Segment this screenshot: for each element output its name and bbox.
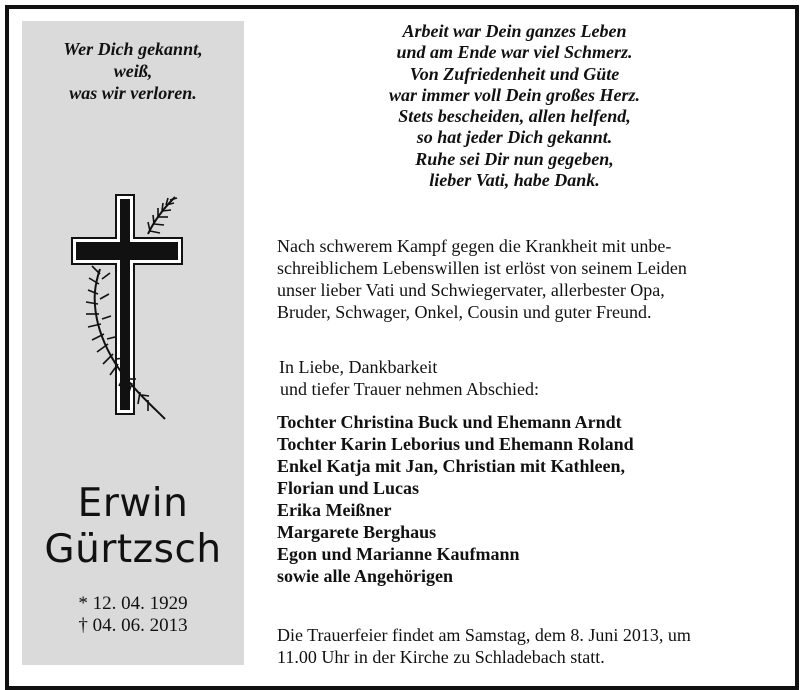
mourner-entry: Erika Meißner xyxy=(277,500,392,520)
poem xyxy=(262,21,767,191)
mourner-entry: Tochter Christina Buck und Ehemann Arndt xyxy=(277,412,622,432)
mourner-entry: Margarete Berghaus xyxy=(277,522,437,542)
mourners-list xyxy=(277,411,757,587)
announcement-text xyxy=(277,235,772,323)
poem-line: Von Zufriedenheit und Güte xyxy=(409,63,620,84)
farewell-text xyxy=(279,356,679,400)
funeral-service-info xyxy=(277,624,772,668)
service-line: Die Trauerfeier findet am Samstag, dem 8. Juni 2013, um xyxy=(277,625,691,645)
motto-line: weiß, xyxy=(113,61,153,81)
death-date: † 04. 06. 2013 xyxy=(78,615,188,636)
poem-line: war immer voll Dein großes Herz. xyxy=(389,84,640,105)
announcement-line: Nach schwerem Kampf gegen die Krankheit mit unbe- xyxy=(277,236,672,256)
poem-line: lieber Vati, habe Dank. xyxy=(429,170,600,191)
mourner-entry: Enkel Katja mit Jan, Christian mit Kathleen, xyxy=(277,456,626,476)
birth-date: * 12. 04. 1929 xyxy=(78,593,188,614)
deceased-first-name: Erwin xyxy=(77,481,189,526)
mourner-entry: sowie alle Angehörigen xyxy=(277,566,453,586)
deceased-last-name: Gürtzsch xyxy=(44,527,222,572)
mourner-entry: Tochter Karin Leborius und Ehemann Roland xyxy=(277,434,634,454)
farewell-line: In Liebe, Dankbarkeit xyxy=(279,357,438,377)
service-line: 11.00 Uhr in der Kirche zu Schladebach statt. xyxy=(277,647,605,667)
motto-line: was wir verloren. xyxy=(69,83,197,103)
mourner-entry: Egon und Marianne Kaufmann xyxy=(277,544,520,564)
life-dates xyxy=(22,593,244,637)
sidebar-panel xyxy=(22,21,244,665)
farewell-line: und tiefer Trauer nehmen Abschied: xyxy=(280,379,539,399)
poem-line: so hat jeder Dich gekannt. xyxy=(416,127,613,148)
motto xyxy=(22,38,244,104)
mourner-entry: Florian und Lucas xyxy=(277,478,420,498)
poem-line: Arbeit war Dein ganzes Leben xyxy=(402,21,627,41)
poem-line: Stets bescheiden, allen helfend, xyxy=(398,106,631,127)
announcement-line: Bruder, Schwager, Onkel, Cousin und guter Freund. xyxy=(277,302,652,322)
announcement-line: schreiblichem Lebenswillen ist erlöst von seinem Leiden xyxy=(277,258,687,278)
poem-line: und am Ende war viel Schmerz. xyxy=(396,42,633,63)
announcement-line: unser lieber Vati und Schwiegervater, allerbester Opa, xyxy=(277,280,665,300)
poem-line: Ruhe sei Dir nun gegeben, xyxy=(415,148,614,169)
cross-with-palm-branch-icon xyxy=(70,189,200,421)
motto-line: Wer Dich gekannt, xyxy=(63,39,203,59)
